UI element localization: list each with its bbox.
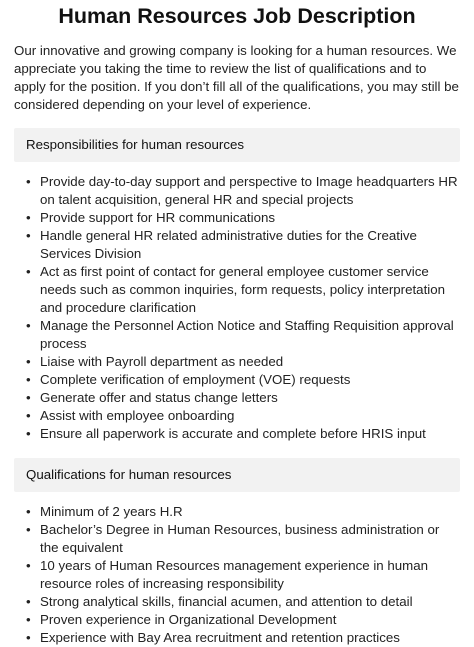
list-item: • Assist with employee onboarding (26, 408, 235, 423)
list-item: • Ensure all paperwork is accurate and complete before HRIS input (26, 426, 426, 441)
list-item: • Liaise with Payroll department as needed (26, 354, 284, 369)
qualifications-list (14, 503, 460, 647)
list-item: • Experience with Bay Area recruitment and retention practices (26, 630, 400, 645)
bullet-icon: • (26, 228, 31, 243)
list-item: • Minimum of 2 years H.R (26, 504, 183, 519)
list-item: • Manage the Personnel Action Notice and Staffing Requisition approval process (26, 318, 454, 351)
bullet-icon: • (26, 354, 31, 369)
bullet-icon: • (26, 408, 31, 423)
list-item: • Handle general HR related administrative duties for the Creative Services Division (26, 228, 417, 261)
list-item: • Act as first point of contact for general employee customer service needs such as common inquiries, form requests, policy interpretation and procedure clarification (26, 264, 446, 315)
bullet-icon: • (26, 174, 31, 189)
bullet-icon: • (26, 558, 31, 573)
bullet-icon: • (26, 594, 31, 609)
list-item: • Provide day-to-day support and perspective to Image headquarters HR on talent acquisition, general HR and special projects (26, 174, 458, 207)
bullet-icon: • (26, 264, 31, 279)
bullet-icon: • (26, 318, 31, 333)
list-item: • 10 years of Human Resources management experience in human resource roles of increasing responsibility (26, 558, 429, 591)
bullet-icon: • (26, 372, 31, 387)
list-item: • Provide support for HR communications (26, 210, 276, 225)
list-item: • Bachelor’s Degree in Human Resources, business administration or the equivalent (26, 522, 440, 555)
qualifications-heading: Qualifications for human resources (14, 458, 460, 492)
bullet-icon: • (26, 426, 31, 441)
list-item: • Generate offer and status change letters (26, 390, 278, 405)
bullet-icon: • (26, 504, 31, 519)
responsibilities-list (14, 173, 460, 443)
bullet-icon: • (26, 390, 31, 405)
list-item: • Proven experience in Organizational Development (26, 612, 337, 627)
bullet-icon: • (26, 522, 31, 537)
bullet-icon: • (26, 210, 31, 225)
bullet-icon: • (26, 630, 31, 645)
bullet-icon: • (26, 612, 31, 627)
intro-paragraph: Our innovative and growing company is looking for a human resources. We appreciate you taking the time to review the list of qualifications and to apply for the position. If you don’t fill all of the qualifications, you may still be considered depending on your level of experience. (14, 43, 459, 112)
list-item: • Complete verification of employment (VOE) requests (26, 372, 351, 387)
page-title: Human Resources Job Description (58, 4, 416, 28)
responsibilities-heading: Responsibilities for human resources (14, 128, 460, 162)
list-item: • Strong analytical skills, financial acumen, and attention to detail (26, 594, 413, 609)
